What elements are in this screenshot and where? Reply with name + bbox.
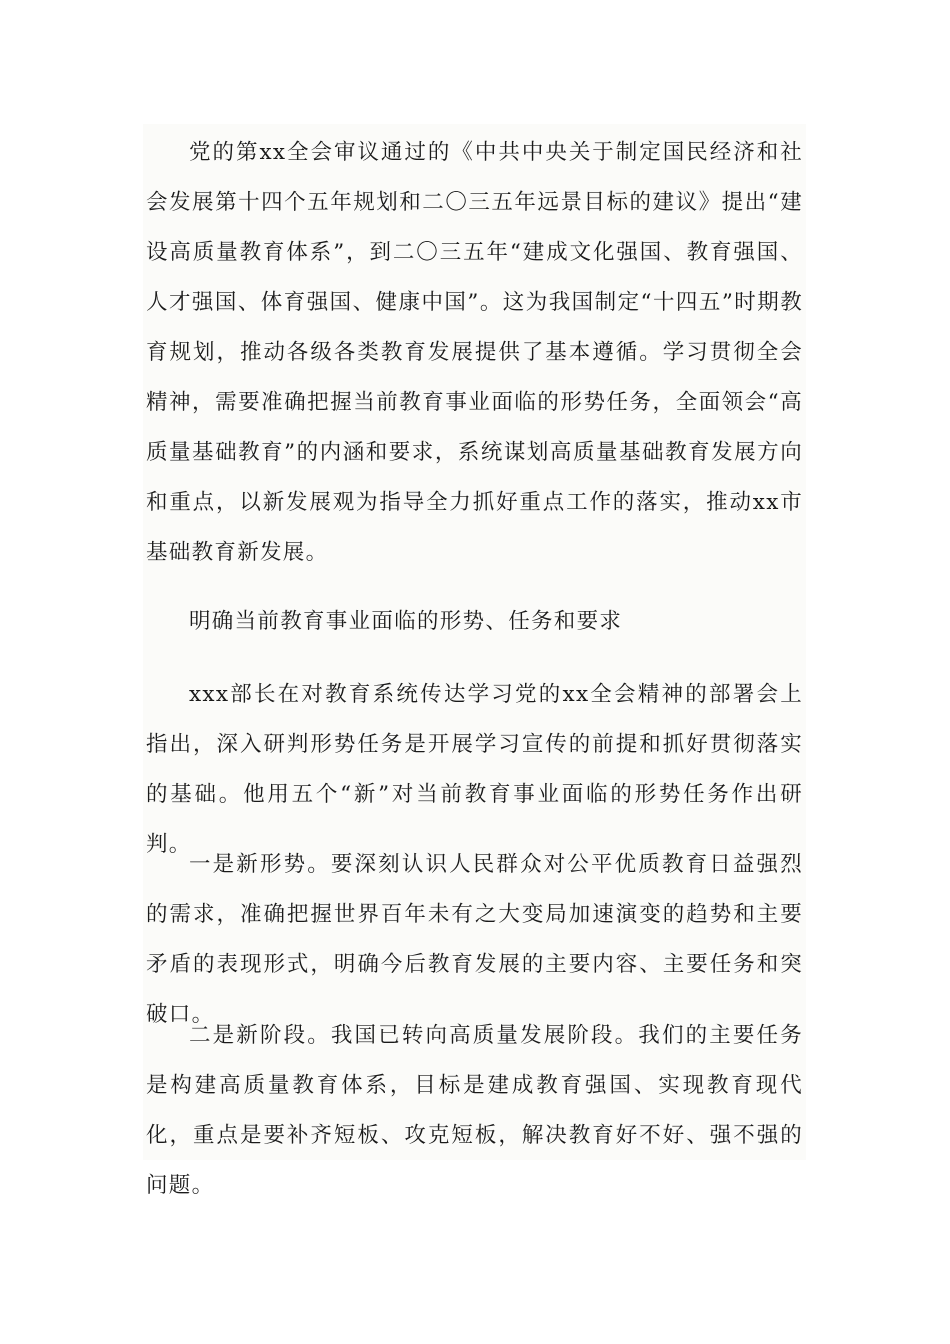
paragraph-minister-remarks: xxx部长在对教育系统传达学习党的xx全会精神的部署会上指出，深入研判形势任务是开展学习宣传的前提和抓好贯彻落实的基础。他用五个“新”对当前教育事业面临的形势任务作出研判。 [146,682,803,857]
paragraph-new-stage: 二是新阶段。我国已转向高质量发展阶段。我们的主要任务是构建高质量教育体系，目标是建成教育强国、实现教育现代化，重点是要补齐短板、攻克短板，解决教育好不好、强不强的问题。 [146,1023,803,1198]
document-body [143,124,806,1198]
paragraph-intro: 党的第xx全会审议通过的《中共中央关于制定国民经济和社会发展第十四个五年规划和二〇三五年远景目标的建议》提出“建设高质量教育体系”，到二〇三五年“建成文化强国、教育强国、人才强国、体育强国、健康中国”。这为我国制定“十四五”时期教育规划，推动各级各类教育发展提供了基本遵循。学习贯彻全会精神，需要准确把握当前教育事业面临的形势任务，全面领会“高质量基础教育”的内涵和要求，系统谋划高质量基础教育发展方向和重点，以新发展观为指导全力抓好重点工作的落实，推动xx市基础教育新发展。 [146,140,803,565]
section-heading: 明确当前教育事业面临的形势、任务和要求 [189,609,623,634]
paragraph-new-situation: 一是新形势。要深刻认识人民群众对公平优质教育日益强烈的需求，准确把握世界百年未有之大变局加速演变的趋势和主要矛盾的表现形式，明确今后教育发展的主要内容、主要任务和突破口。 [146,852,803,1027]
